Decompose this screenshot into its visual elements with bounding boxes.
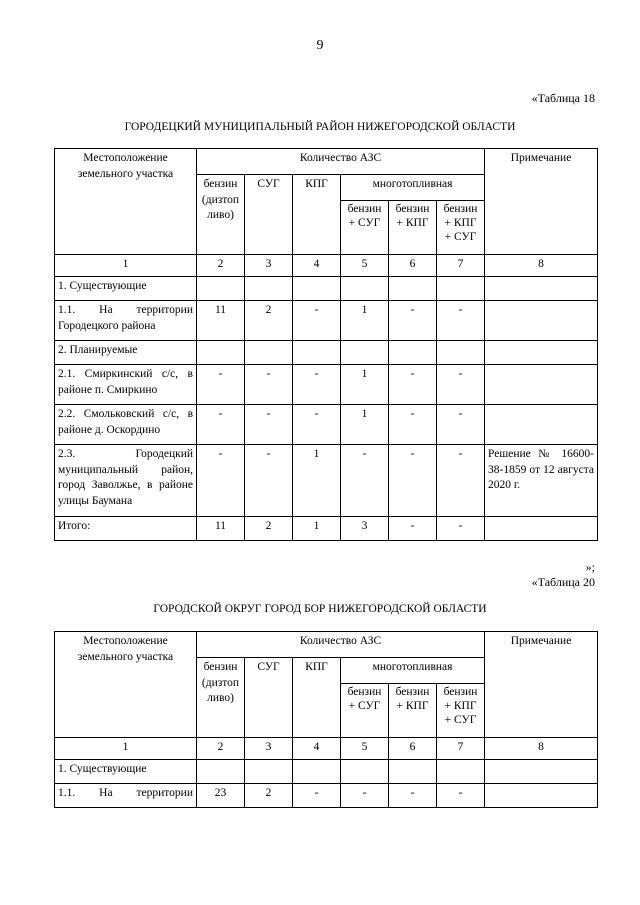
header-multi-1: бензин + СУГ — [341, 201, 389, 255]
col-num: 5 — [341, 738, 389, 760]
cell: - — [437, 445, 485, 517]
header-location: Местоположение земельного участка — [55, 632, 197, 738]
column-numbers-row — [55, 255, 598, 277]
cell: - — [389, 301, 437, 341]
col-num: 2 — [197, 738, 245, 760]
table-row — [55, 301, 598, 341]
cell — [197, 277, 245, 301]
header-kpg: КПГ — [293, 175, 341, 255]
cell: 23 — [197, 784, 245, 808]
row-note — [485, 365, 598, 405]
col-num: 3 — [245, 738, 293, 760]
col-num: 8 — [485, 738, 598, 760]
cell: 2 — [245, 301, 293, 341]
table-row — [55, 341, 598, 365]
col-num: 7 — [437, 255, 485, 277]
cell: - — [197, 365, 245, 405]
cell: - — [437, 365, 485, 405]
data-table — [54, 148, 598, 541]
cell — [437, 341, 485, 365]
cell: - — [389, 445, 437, 517]
header-benzin: бензин (дизтоп ливо) — [197, 175, 245, 255]
row-note: Решение № 16600-38-1859 от 12 августа 2020 г. — [485, 445, 598, 517]
row-label: 1. Существующие — [55, 760, 197, 784]
row-note — [485, 301, 598, 341]
row-label: 1.1. На территории Городецкого района — [55, 301, 197, 341]
row-label: 1. Существующие — [55, 277, 197, 301]
cell — [197, 760, 245, 784]
cell: 11 — [197, 301, 245, 341]
header-multi: многотопливная — [341, 658, 485, 684]
cell: - — [341, 445, 389, 517]
row-note — [485, 405, 598, 445]
header-sug: СУГ — [245, 658, 293, 738]
cell — [245, 760, 293, 784]
header-location: Местоположение земельного участка — [55, 149, 197, 255]
cell: - — [293, 301, 341, 341]
cell — [341, 277, 389, 301]
cell — [437, 760, 485, 784]
row-label: 2.1. Смиркинский с/с, в районе п. Смиркино — [55, 365, 197, 405]
col-num: 6 — [389, 255, 437, 277]
header-sug: СУГ — [245, 175, 293, 255]
header-multi: многотопливная — [341, 175, 485, 201]
table-row — [55, 405, 598, 445]
col-num: 2 — [197, 255, 245, 277]
header-multi-1: бензин + СУГ — [341, 684, 389, 738]
col-num: 5 — [341, 255, 389, 277]
row-note — [485, 784, 598, 808]
header-kpg: КПГ — [293, 658, 341, 738]
cell: - — [437, 784, 485, 808]
cell: - — [437, 301, 485, 341]
row-note — [485, 341, 598, 365]
col-num: 4 — [293, 255, 341, 277]
cell — [293, 760, 341, 784]
row-label: 2.3. Городецкий муниципальный район, город Заволжье, в районе улицы Баумана — [55, 445, 197, 517]
table-row — [55, 760, 598, 784]
cell — [293, 341, 341, 365]
col-num: 1 — [55, 255, 197, 277]
col-num: 7 — [437, 738, 485, 760]
cell: - — [389, 517, 437, 541]
header-count: Количество АЗС — [197, 149, 485, 175]
closing-mark: »; — [585, 560, 595, 574]
table-row — [55, 784, 598, 808]
col-num: 6 — [389, 738, 437, 760]
data-table — [54, 631, 598, 808]
cell: - — [293, 784, 341, 808]
header-note: Примечание — [485, 632, 598, 738]
col-num: 4 — [293, 738, 341, 760]
column-numbers-row — [55, 738, 598, 760]
cell: - — [437, 517, 485, 541]
table-row — [55, 365, 598, 405]
row-note — [485, 517, 598, 541]
cell: 1 — [341, 301, 389, 341]
cell: 1 — [341, 405, 389, 445]
header-multi-2: бензин + КПГ — [389, 201, 437, 255]
col-num: 1 — [55, 738, 197, 760]
cell: - — [437, 405, 485, 445]
cell: - — [389, 784, 437, 808]
cell: 1 — [293, 517, 341, 541]
cell: 1 — [341, 365, 389, 405]
cell — [245, 277, 293, 301]
header-multi-3: бензин + КПГ + СУГ — [437, 201, 485, 255]
page-number: 9 — [316, 38, 324, 53]
table-row — [55, 517, 598, 541]
cell: - — [245, 445, 293, 517]
header-multi-2: бензин + КПГ — [389, 684, 437, 738]
table-title: ГОРОДЕЦКИЙ МУНИЦИПАЛЬНЫЙ РАЙОН НИЖЕГОРОДСКОЙ ОБЛАСТИ — [124, 121, 516, 133]
header-count: Количество АЗС — [197, 632, 485, 658]
cell — [293, 277, 341, 301]
cell — [437, 277, 485, 301]
row-label: 2.2. Смольковский с/с, в районе д. Оскордино — [55, 405, 197, 445]
cell: - — [245, 365, 293, 405]
header-multi-3: бензин + КПГ + СУГ — [437, 684, 485, 738]
col-num: 3 — [245, 255, 293, 277]
row-note — [485, 760, 598, 784]
cell: 11 — [197, 517, 245, 541]
table-reference: «Таблица 18 — [531, 91, 595, 105]
cell: 2 — [245, 517, 293, 541]
table-row — [55, 277, 598, 301]
table-row — [55, 445, 598, 517]
table-reference: «Таблица 20 — [531, 575, 595, 589]
cell: - — [197, 445, 245, 517]
row-note — [485, 277, 598, 301]
header-benzin: бензин (дизтоп ливо) — [197, 658, 245, 738]
row-label: Итого: — [55, 517, 197, 541]
cell: 3 — [341, 517, 389, 541]
cell: - — [293, 365, 341, 405]
cell: - — [389, 405, 437, 445]
cell — [341, 760, 389, 784]
cell — [245, 341, 293, 365]
cell: - — [245, 405, 293, 445]
cell — [389, 277, 437, 301]
cell: - — [341, 784, 389, 808]
cell: - — [197, 405, 245, 445]
row-label: 1.1. На территории — [55, 784, 197, 808]
cell: 2 — [245, 784, 293, 808]
header-note: Примечание — [485, 149, 598, 255]
cell: 1 — [293, 445, 341, 517]
col-num: 8 — [485, 255, 598, 277]
row-label: 2. Планируемые — [55, 341, 197, 365]
cell — [389, 341, 437, 365]
cell — [197, 341, 245, 365]
cell — [389, 760, 437, 784]
cell — [341, 341, 389, 365]
cell: - — [293, 405, 341, 445]
cell: - — [389, 365, 437, 405]
table-title: ГОРОДСКОЙ ОКРУГ ГОРОД БОР НИЖЕГОРОДСКОЙ ОБЛАСТИ — [153, 603, 487, 615]
